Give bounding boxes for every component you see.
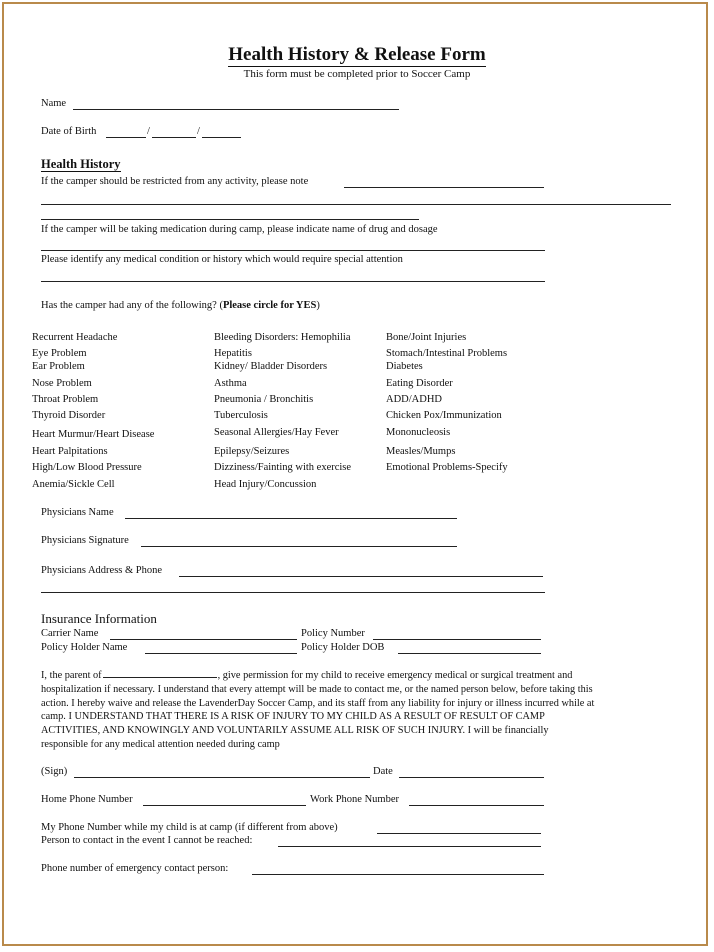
medication-field[interactable]	[41, 250, 545, 251]
emergency-phone-field[interactable]	[252, 874, 544, 875]
holder-name-label: Policy Holder Name	[41, 642, 128, 653]
holder-dob-label: Policy Holder DOB	[301, 642, 385, 653]
condition-option[interactable]: Stomach/Intestinal Problems	[386, 348, 508, 359]
physician-name-field[interactable]	[125, 518, 457, 519]
dob-label: Date of Birth	[41, 126, 97, 137]
insurance-heading: Insurance Information	[41, 611, 157, 626]
child-name-field[interactable]	[103, 668, 217, 678]
restricted-field-line2[interactable]	[41, 204, 671, 205]
contact-person-field[interactable]	[278, 846, 541, 847]
dob-month-field[interactable]	[106, 137, 146, 138]
condition-option[interactable]: Tuberculosis	[214, 410, 268, 421]
physician-address-field[interactable]	[179, 576, 543, 577]
condition-option[interactable]: Asthma	[214, 378, 247, 389]
sign-field[interactable]	[74, 777, 370, 778]
condition-option[interactable]: ADD/ADHD	[386, 394, 442, 405]
condition-option[interactable]: Epilepsy/Seizures	[214, 446, 290, 457]
restricted-field-line3[interactable]	[41, 219, 419, 220]
contact-person-label: Person to contact in the event I cannot be reached:	[41, 835, 253, 846]
restricted-label: If the camper should be restricted from any activity, please note	[41, 176, 309, 187]
name-field[interactable]	[73, 109, 399, 110]
circle-question: Has the camper had any of the following? (Please circle for YES)	[41, 300, 320, 311]
condition-option[interactable]: Heart Murmur/Heart Disease	[32, 429, 155, 440]
name-label: Name	[41, 98, 67, 109]
dob-separator: /	[197, 126, 200, 137]
physician-address-field-line2[interactable]	[41, 592, 545, 593]
condition-option[interactable]: Eye Problem	[32, 348, 87, 359]
physician-address-label: Physicians Address & Phone	[41, 565, 163, 576]
medication-label: If the camper will be taking medication during camp, please indicate name of drug and dosage	[41, 224, 438, 235]
condition-option[interactable]: Bleeding Disorders: Hemophilia	[214, 332, 351, 343]
condition-option[interactable]: Dizziness/Fainting with exercise	[214, 462, 352, 473]
condition-option[interactable]: Diabetes	[386, 361, 423, 372]
condition-option[interactable]: Pneumonia / Bronchitis	[214, 394, 314, 405]
release-line: responsible for any medical attention needed during camp	[41, 738, 280, 750]
dob-separator: /	[147, 126, 150, 137]
release-line: ACTIVITIES, AND KNOWINGLY AND VOLUNTARILY ASSUME ALL RISK OF SUCH INJURY. I will be financially	[41, 725, 549, 737]
condition-option[interactable]: Heart Palpitations	[32, 446, 108, 457]
camp-phone-field[interactable]	[377, 833, 541, 834]
release-line: camp. I UNDERSTAND THAT THERE IS A RISK OF INJURY TO MY CHILD AS A RESULT OF RESULT OF CAMP	[41, 711, 545, 723]
condition-option[interactable]: Hepatitis	[214, 348, 252, 359]
holder-dob-field[interactable]	[398, 653, 541, 654]
form-subtitle: This form must be completed prior to Soccer Camp	[243, 68, 471, 80]
condition-option[interactable]: Ear Problem	[32, 361, 85, 372]
release-paragraph	[41, 668, 681, 752]
condition-option[interactable]: Seasonal Allergies/Hay Fever	[214, 427, 339, 438]
emergency-phone-label: Phone number of emergency contact person:	[41, 863, 229, 874]
form-title: Health History & Release Form	[228, 44, 486, 65]
camp-phone-label: My Phone Number while my child is at camp (if different from above)	[41, 822, 338, 833]
condition-option[interactable]: Nose Problem	[32, 378, 92, 389]
condition-option[interactable]: Kidney/ Bladder Disorders	[214, 361, 328, 372]
home-phone-label: Home Phone Number	[41, 794, 133, 805]
condition-option[interactable]: Recurrent Headache	[32, 332, 118, 343]
physician-signature-field[interactable]	[141, 546, 457, 547]
condition-option[interactable]: Throat Problem	[32, 394, 99, 405]
release-line: I, the parent of , give permission for my child to receive emergency medical or surgical treatment and	[41, 670, 573, 681]
carrier-field[interactable]	[110, 639, 297, 640]
policy-number-label: Policy Number	[301, 628, 365, 639]
home-phone-field[interactable]	[143, 805, 306, 806]
work-phone-field[interactable]	[409, 805, 544, 806]
sign-label: (Sign)	[41, 766, 68, 777]
condition-label: Please identify any medical condition or history which would require special attention	[41, 254, 403, 265]
physician-name-label: Physicians Name	[41, 507, 114, 518]
date-label: Date	[373, 766, 393, 777]
condition-option[interactable]: Thyroid Disorder	[32, 410, 106, 421]
condition-option[interactable]: Anemia/Sickle Cell	[32, 479, 115, 490]
physician-signature-label: Physicians Signature	[41, 535, 129, 546]
condition-option[interactable]: Emotional Problems-Specify	[386, 462, 508, 473]
policy-number-field[interactable]	[373, 639, 541, 640]
holder-name-field[interactable]	[145, 653, 297, 654]
condition-option[interactable]: Chicken Pox/Immunization	[386, 410, 502, 421]
health-history-heading: Health History	[41, 157, 121, 171]
condition-option[interactable]: Measles/Mumps	[386, 446, 456, 457]
work-phone-label: Work Phone Number	[310, 794, 399, 805]
dob-day-field[interactable]	[152, 137, 196, 138]
condition-option[interactable]: Head Injury/Concussion	[214, 479, 317, 490]
restricted-field[interactable]	[344, 187, 544, 188]
release-line: action. I hereby waive and release the LavenderDay Soccer Camp, and its staff from any liability for injury or illness incurred while at	[41, 697, 595, 709]
release-line: hospitalization if necessary. I understand that every attempt will be made to contact me, or the named person below, before taking this	[41, 683, 593, 695]
condition-option[interactable]: Bone/Joint Injuries	[386, 332, 467, 343]
condition-field[interactable]	[41, 281, 545, 282]
condition-option[interactable]: Eating Disorder	[386, 378, 453, 389]
date-field[interactable]	[399, 777, 544, 778]
condition-option[interactable]: Mononucleosis	[386, 427, 451, 438]
condition-option[interactable]: High/Low Blood Pressure	[32, 462, 142, 473]
dob-year-field[interactable]	[202, 137, 241, 138]
carrier-label: Carrier Name	[41, 628, 99, 639]
